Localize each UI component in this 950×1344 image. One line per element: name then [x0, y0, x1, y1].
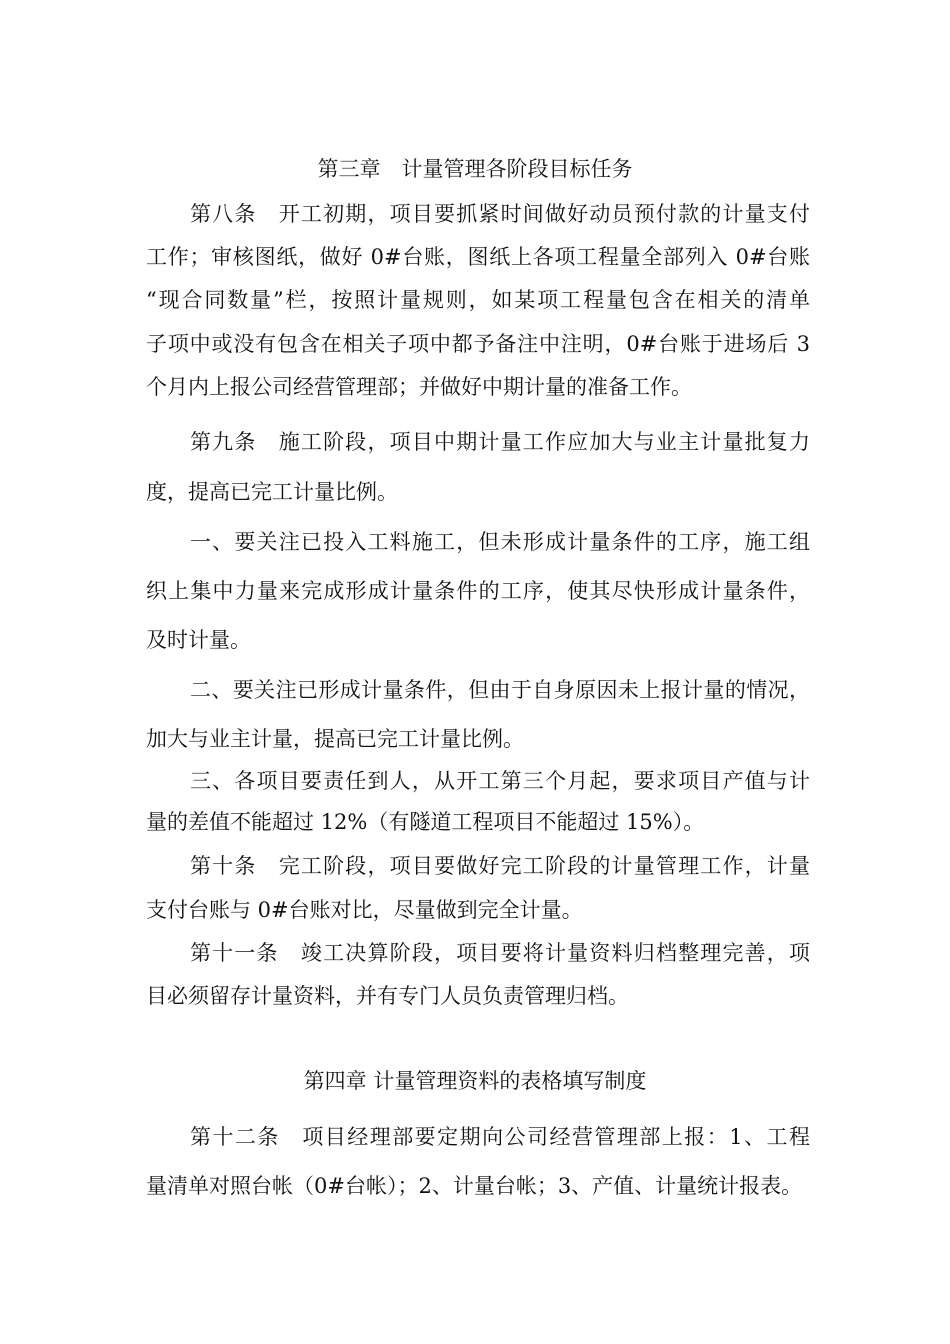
chapter-3-heading: 第三章 计量管理各阶段目标任务: [317, 157, 633, 181]
item-3-line-1: 三、各项目要责任到人，从开工第三个月起，要求项目产值与计: [190, 769, 810, 793]
article-10-line-2: 支付台账与 0#台账对比，尽量做到完全计量。: [146, 898, 583, 922]
item-1-line-3: 及时计量。: [146, 628, 251, 652]
article-12-line-1: 第十二条 项目经理部要定期向公司经营管理部上报：1、工程: [190, 1125, 810, 1149]
article-8-line-2: 工作；审核图纸，做好 0#台账，图纸上各项工程量全部列入 0#台账: [146, 245, 810, 269]
article-10-line-1: 第十条 完工阶段，项目要做好完工阶段的计量管理工作，计量: [190, 854, 810, 878]
article-9-line-2: 度，提高已完工计量比例。: [146, 480, 398, 504]
article-12-line-2: 量清单对照台帐（0#台帐）；2、计量台帐；3、产值、计量统计报表。: [146, 1174, 803, 1198]
article-11-line-2: 目必须留存计量资料，并有专门人员负责管理归档。: [146, 984, 629, 1008]
article-9-line-1: 第九条 施工阶段，项目中期计量工作应加大与业主计量批复力: [190, 430, 810, 454]
article-8-line-4: 子项中或没有包含在相关子项中都予备注中注明，0#台账于进场后 3: [146, 332, 810, 356]
article-8-line-1: 第八条 开工初期，项目要抓紧时间做好动员预付款的计量支付: [190, 202, 810, 226]
article-8-line-5: 个月内上报公司经营管理部；并做好中期计量的准备工作。: [146, 375, 692, 399]
item-2-line-1: 二、要关注已形成计量条件，但由于自身原因未上报计量的情况，: [190, 678, 810, 702]
article-11-line-1: 第十一条 竣工决算阶段，项目要将计量资料归档整理完善，项: [190, 941, 810, 965]
item-3-line-2: 量的差值不能超过 12%（有隧道工程项目不能超过 15%）。: [146, 810, 705, 834]
article-8-line-3: “现合同数量”栏，按照计量规则，如某项工程量包含在相关的清单: [146, 288, 810, 312]
item-1-line-1: 一、要关注已投入工料施工，但未形成计量条件的工序，施工组: [190, 530, 810, 554]
item-1-line-2: 织上集中力量来完成形成计量条件的工序，使其尽快形成计量条件，: [146, 579, 810, 603]
item-2-line-2: 加大与业主计量，提高已完工计量比例。: [146, 727, 524, 751]
chapter-4-heading: 第四章 计量管理资料的表格填写制度: [303, 1069, 647, 1093]
